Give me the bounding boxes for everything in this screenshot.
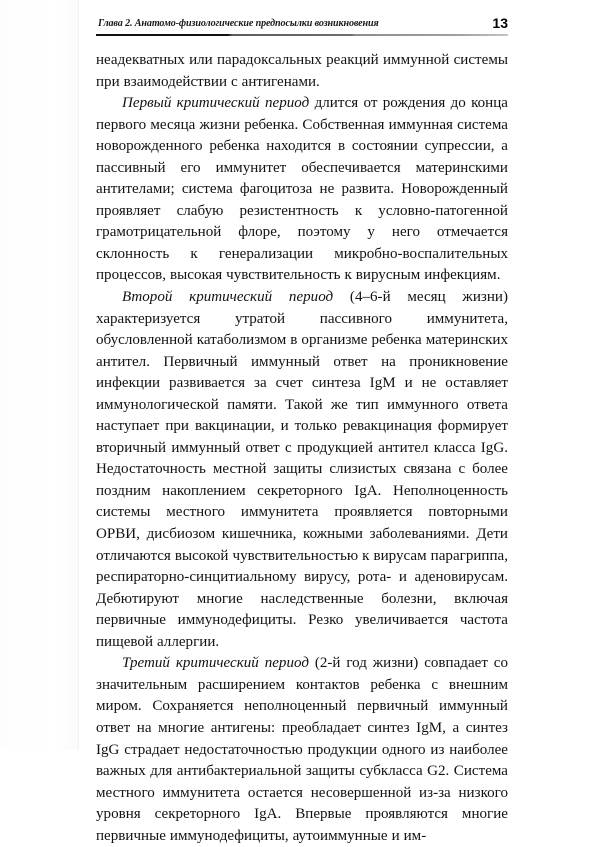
body-text: [96, 50, 508, 847]
paragraph-second-critical-period: [96, 287, 508, 653]
paragraph-continuation: [96, 50, 508, 93]
scan-edge-shadow: [0, 0, 79, 750]
paragraph-text: (2-й год жизни) совпадает со значительным расширением контактов ребенка с внешним миром. Сохраняется неполноценный первичный иммунный ответ на многие антигены: преобладает синтез IgM, а синтез IgG страдает недостаточностью продукции одного из наиболее важных для антибактериальной защиты субкласса G2. Система местного иммунитета остается несовершенной из-за низкого уровня секреторного IgA. Впервые проявляются многие первичные иммунодефициты, аутоиммунные и им-: [96, 655, 508, 844]
lead-term-second-period: Второй критический период: [122, 289, 334, 306]
paragraph-third-critical-period: [96, 653, 508, 847]
page-number: 13: [492, 15, 508, 31]
paragraph-first-critical-period: [96, 93, 508, 287]
running-head-title: Глава 2. Анатомо-физиологические предпосылки возникновения: [98, 18, 379, 29]
lead-term-third-period: Третий критический период: [122, 655, 309, 672]
header-rule: [96, 34, 508, 36]
lead-term-first-period: Первый критический период: [122, 95, 310, 112]
paragraph-text: неадекватных или парадоксальных реакций иммунной системы при взаимодействии с антигенами.: [96, 52, 508, 90]
page-content: [96, 0, 508, 844]
paragraph-text: длится от рождения до конца первого месяца жизни ребенка. Собственная иммунная система новорожденного ребенка находится в состоянии супрессии, а пассивный его иммунитет обеспечивается материнскими антителами; система фагоцитоза не развита. Новорожденный проявляет слабую резистентность к условно-патогенной грамотрицательной флоре, поэтому у него отмечается склонность к генерализации микробно-воспалительных процессов, высокая чувствительность к вирусным инфекциям.: [96, 95, 508, 284]
paragraph-text: (4–6-й месяц жизни) характеризуется утратой пассивного иммунитета, обусловленной катаболизмом в организме ребенка материнских антител. Первичный иммунный ответ на проникновение инфекции развивается за счет синтеза IgM и не оставляет иммунологической памяти. Такой же тип иммунного ответа наступает при вакцинации, и только ревакцинация формирует вторичный иммунный ответ с продукцией антител класса IgG. Недостаточность местной защиты слизистых связана с более поздним накоплением секреторного IgA. Неполноценность системы местного иммунитета проявляется повторными ОРВИ, дисбиозом кишечника, кожными заболеваниями. Дети отличаются высокой чувствительностью к вирусам парагриппа, респираторно-синцитиальному вирусу, рота- и аденовирусам. Дебютируют многие наследственные болезни, включая первичные иммунодефициты. Резко увеличивается частота пищевой аллергии.: [96, 289, 508, 650]
